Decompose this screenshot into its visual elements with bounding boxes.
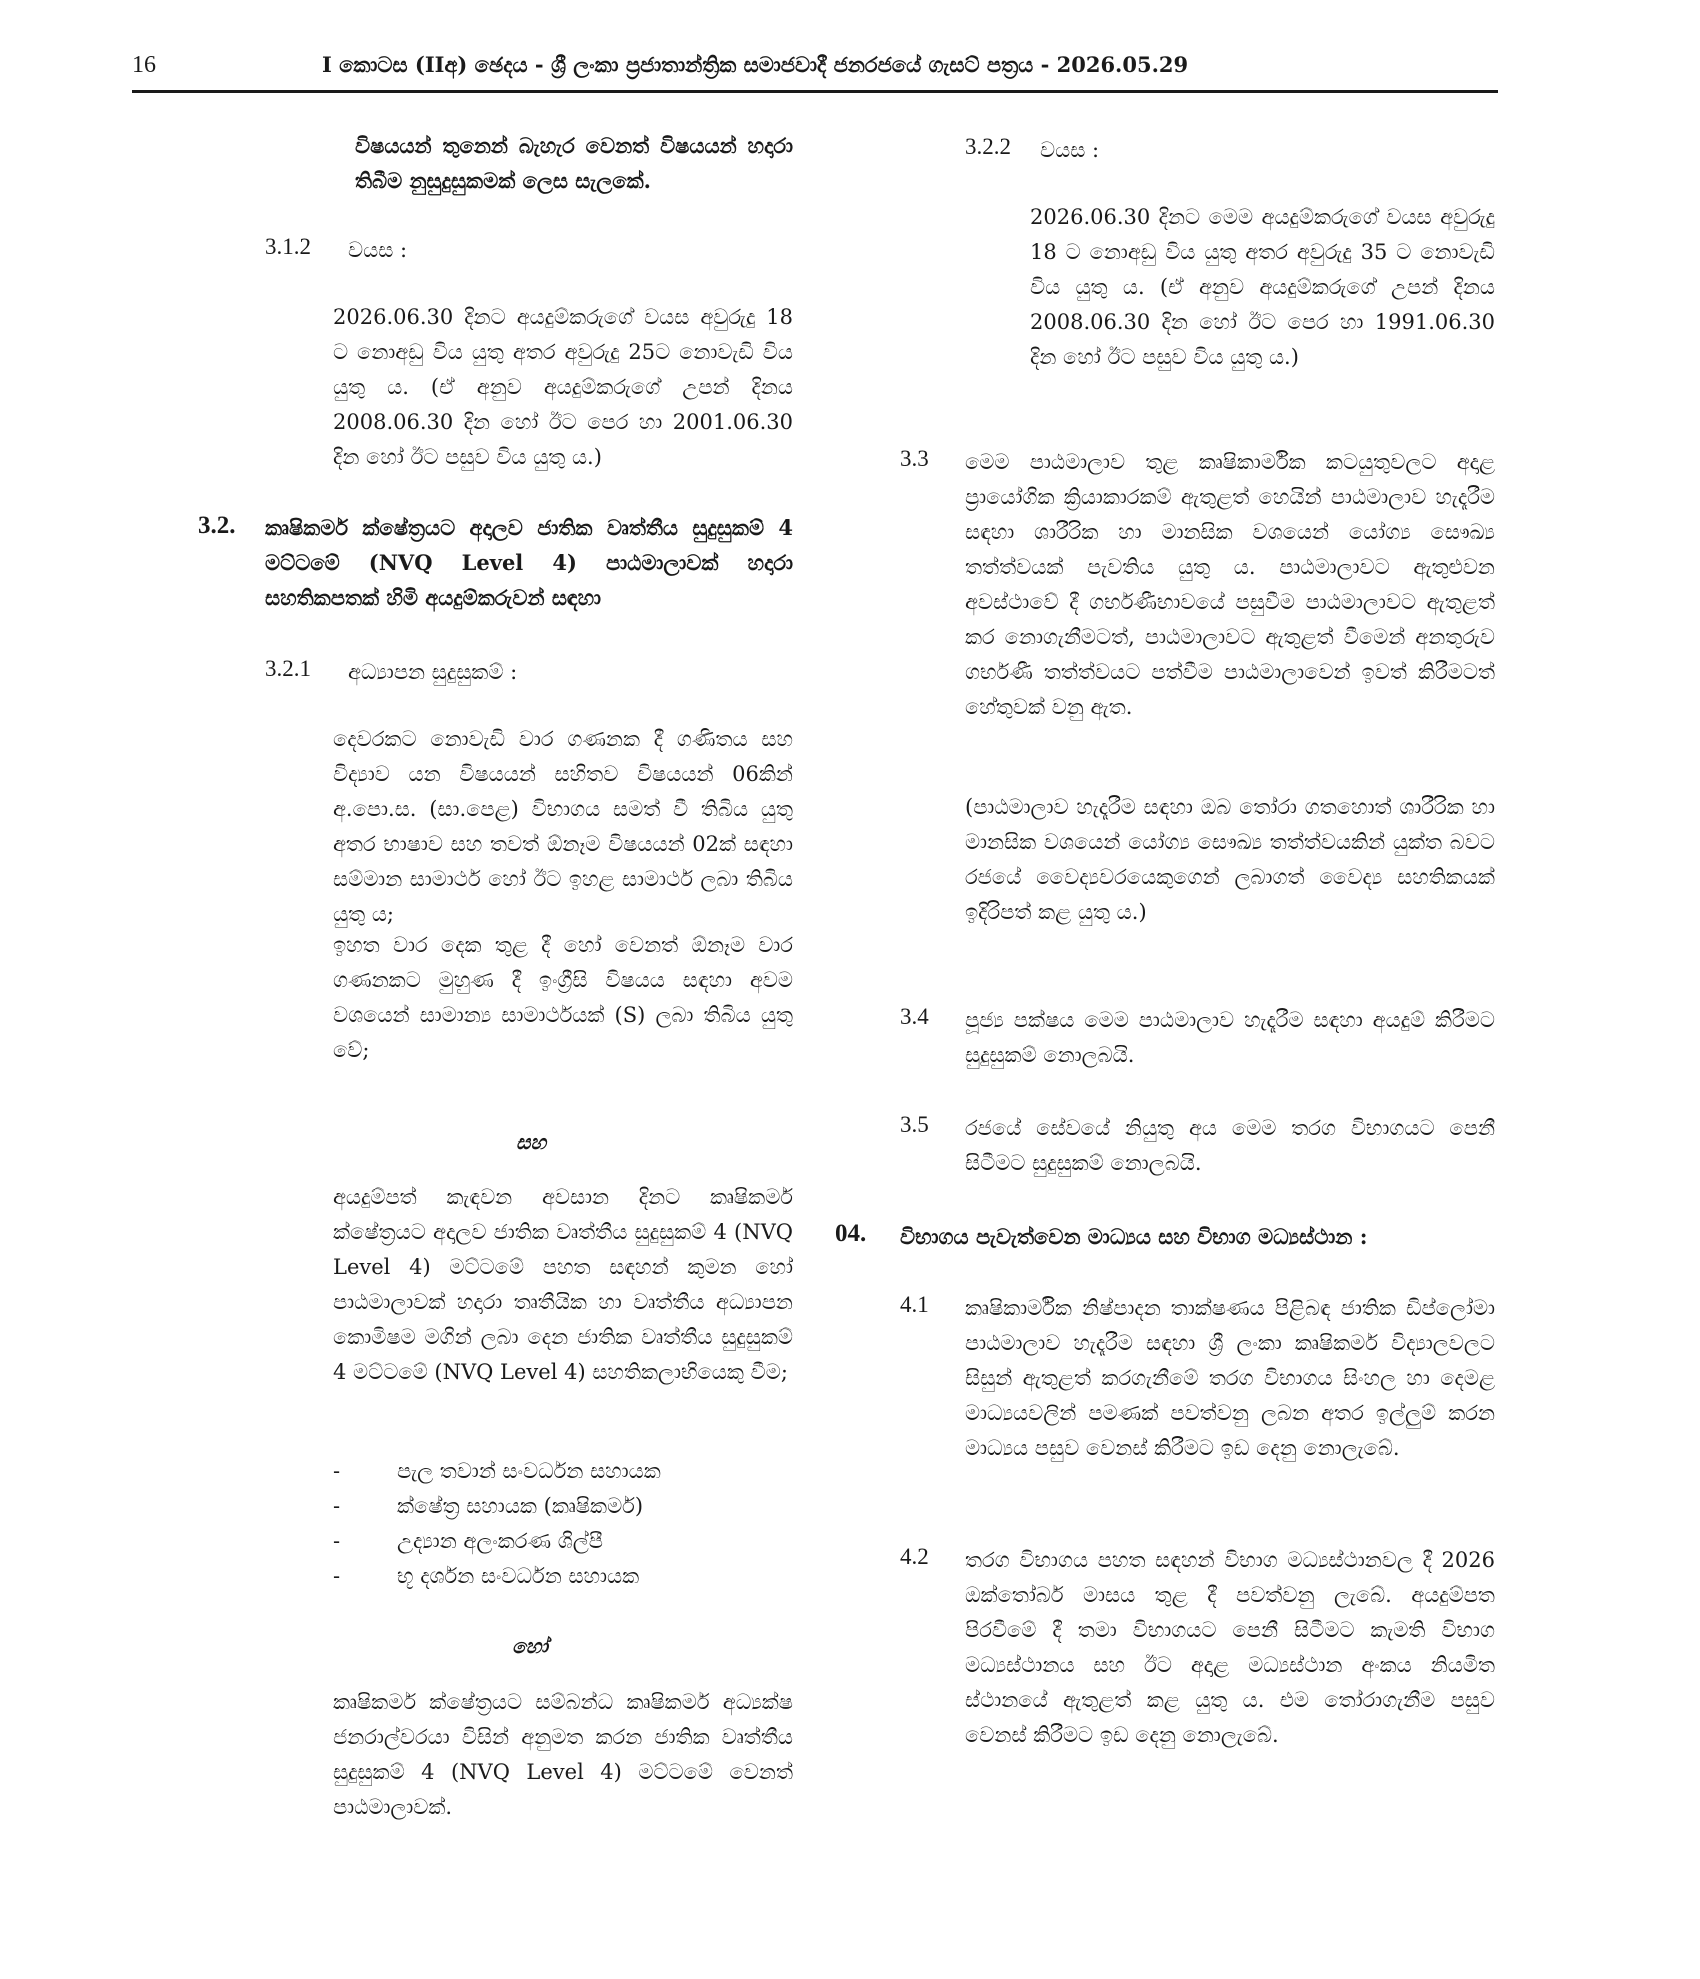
section-3-1-2-number: 3.1.2 [265,234,311,259]
nvq-paragraph: අයදුම්පත් කැඳවන අවසාන දිනට කෘෂිකර්ම ක්ෂේත්‍රයට අදාලව ජාතික වෘත්තීය සුදුසුකම් 4 (NVQ Level 4) මට්ටමේ පහත සඳහන් කුමන හෝ පාඨමාලාවක් හදාරා තෘතීයික හා වෘත්තීය අධ්‍යාපන කොමිෂම මගින් ලබා දෙන ජාතික වෘත්තීය සුදුසුකම් 4 මට්ටමේ (NVQ Level 4) සහතිකලාභියෙකු වීම; [333,1185,793,1384]
other-course-paragraph: කෘෂිකර්ම ක්ෂේත්‍රයට සම්බන්ධ කෘෂිකර්ම අධ්‍යක්ෂ ජනරාල්වරයා විසින් අනුමත කරන ජාතික වෘත්තීය සුදුසුකම් 4 (NVQ Level 4) මට්ටමේ වෙනත් පාඨමාලාවක්. [333,1690,793,1819]
list-item-text: ක්ෂේත්‍ර සහායක (කෘෂිකර්ම) [397,1494,644,1518]
list-dash: - [333,1459,341,1483]
section-3-2-1-title: අධ්‍යාපන සුදුසුකම් : [348,660,518,684]
section-3-2-2-title: වයස : [1040,138,1100,162]
list-item-text: උද්‍යාන අලංකරණ ශිල්පී [397,1529,603,1553]
section-3-3-note: (පාඨමාලාව හැදෑරීම සඳහා ඔබ තෝරා ගතහොත් ශාරීරික හා මානසික වශයෙන් යෝග්‍ය සෞඛ්‍ය තත්ත්වයකින් යුක්ත බවට රජයේ වෛද්‍යවරයෙකුගෙන් ලබාගත් වෛද්‍ය සහතිකයක් ඉදිරිපත් කළ යුතු ය.) [965,795,1495,924]
section-4-2-number: 4.2 [900,1544,929,1569]
section-3-2-number: 3.2. [198,512,236,539]
section-3-3-number: 3.3 [900,446,929,471]
section-3-5-text: රජයේ සේවයේ නියුතු අය මෙම තරග විභාගයට පෙනී සිටීමට සුදුසුකම් නොලබයි. [965,1116,1495,1175]
section-3-2-2-text: 2026.06.30 දිනට මෙම අයදුම්කරුගේ වයස අවුරුදු 18 ට නොඅඩු විය යුතු අතර අවුරුදු 35 ට නොවැඩි විය යුතු ය. (ඒ අනුව අයදුම්කරුගේ උපන් දිනය 2008.06.30 දින හෝ ඊට පෙර හා 1991.06.30 දින හෝ ඊට පසුව විය යුතු ය.) [1030,205,1495,369]
section-3-1-2-title: වයස : [348,238,408,262]
section-4-2-text: තරග විභාගය පහත සඳහන් විභාග මධ්‍යස්ථානවල දී 2026 ඔක්තෝබර් මාසය තුළ දී පවත්වනු ලැබේ. අයදුම්පත පිරවීමේ දී තමා විභාගයට පෙනී සිටීමට කැමති විභාග මධ්‍යස්ථානය සහ ඊට අදාළ මධ්‍යස්ථාන අංකය නියමිත ස්ථානයේ ඇතුළත් කළ යුතු ය. එම තෝරාගැනීම පසුව වෙනස් කිරීමට ඉඩ දෙනු නොලැබේ. [965,1548,1495,1747]
section-3-2-2-number: 3.2.2 [965,134,1011,159]
section-4-1-number: 4.1 [900,1292,929,1317]
list-dash: - [333,1529,341,1553]
section-3-2-title: කෘෂිකර්ම ක්ෂේත්‍රයට අදාලව ජාතික වෘත්තීය සුදුසුකම් 4 මට්ටමේ (NVQ Level 4) පාඨමාලාවක් හදාරා සහතිකපතක් හිමි අයදුම්කරුවන් සඳහා [265,515,793,610]
section-3-1-2-text: 2026.06.30 දිනට අයදුම්කරුගේ වයස අවුරුදු 18 ට නොඅඩු විය යුතු අතර අවුරුදු 25ට නොවැඩි විය යුතු ය. (ඒ අනුව අයදුම්කරුගේ උපන් දිනය 2008.06.30 දින හෝ ඊට පෙර හා 2001.06.30 දින හෝ ඊට පසුව විය යුතු ය.) [333,305,793,469]
page-number: 16 [132,52,156,78]
list-dash: - [333,1494,341,1518]
page-header [132,48,1498,93]
section-3-3-text: මෙම පාඨමාලාව තුළ කෘෂිකාර්මික කටයුතුවලට අදාළ ප්‍රායෝගික ක්‍රියාකාරකම් ඇතුළත් හෙයින් පාඨමාලාව හැදෑරීම සඳහා ශාරීරික හා මානසික වශයෙන් යෝග්‍ය සෞඛ්‍ය තත්ත්වයක් පැවතිය යුතු ය. පාඨමාලාවට ඇතුළුවන අවස්ථාවේ දී ගර්භණීභාවයේ පසුවීම පාඨමාලාවට ඇතුළත් කර නොගැනීමටත්, පාඨමාලාවට ඇතුළත් වීමෙන් අනතුරුව ගර්භණී තත්ත්වයට පත්වීම පාඨමාලාවෙන් ඉවත් කිරීමටත් හේතුවක් වනු ඇත. [965,450,1495,719]
list-item-text: භූ දර්ශන සංවර්ධන සහායක [397,1564,640,1588]
gazette-title: I කොටස (IIඅ) ඡෙදය - ශ්‍රී ලංකා ප්‍රජාතාන්ත්‍රික සමාජවාදී ජනරජයේ ගැසට් පත්‍රය - 2026.05.29 [322,52,1189,77]
or-word: හෝ [512,1634,548,1658]
and-word: සහ [516,1130,547,1154]
section-04-title: විභාගය පැවැත්වෙන මාධ්‍යය සහ විභාග මධ්‍යස්ථාන : [900,1224,1368,1249]
section-3-4-text: පූජ්‍ය පක්ෂය මෙම පාඨමාලාව හැදෑරීම සඳහා අයදුම් කිරීමට සුදුසුකම් නොලබයි. [965,1008,1495,1067]
section-4-1-text: කෘෂිකාර්මික නිෂ්පාදන තාක්ෂණය පිළිබඳ ජාතික ඩිප්ලෝමා පාඨමාලාව හැදෑරීම සඳහා ශ්‍රී ලංකා කෘෂිකර්ම විද්‍යාලවලට සිසුන් ඇතුළත් කරගැනීමේ තරග විභාගය සිංහල හා දෙමළ මාධ්‍යයවලින් පමණක් පවත්වනු ලබන අතර ඉල්ලුම් කරන මාධ්‍යය පසුව වෙනස් කිරීමට ඉඩ දෙනු නොලැබේ. [965,1296,1495,1460]
intro-paragraph: විෂයයන් තුනෙන් බැහැර වෙනත් විෂයයන් හදාරා තිබීම නුසුදුසුකමක් ලෙස සැලකේ. [355,133,793,193]
section-04-number: 04. [835,1220,867,1247]
list-item-text: පැල තවාන් සංවර්ධන සහායක [397,1459,661,1483]
list-dash: - [333,1564,341,1588]
education-paragraph-2: ඉහත වාර දෙක තුළ දී හෝ වෙනත් ඕනෑම වාර ගණනකට මුහුණ දී ඉංග්‍රීසි විෂයය සඳහා අවම වශයෙන් සාමාන්‍ය සාමාර්ථයක් (S) ලබා තිබිය යුතු වේ; [333,933,793,1062]
section-3-2-1-number: 3.2.1 [265,656,311,681]
section-3-5-number: 3.5 [900,1112,929,1137]
section-3-4-number: 3.4 [900,1004,929,1029]
education-paragraph-1: දෙවරකට නොවැඩි වාර ගණනක දී ගණිතය සහ විද්‍යාව යන විෂයයන් සහිතව විෂයයන් 06කින් අ.පො.ස. (සා.පෙළ) විභාගය සමත් වී තිබිය යුතු අතර භාෂාව සහ තවත් ඕනෑම විෂයයන් 02ක් සඳහා සම්මාන සාමාර්ථ හෝ ඊට ඉහළ සාමාර්ථ ලබා තිබිය යුතු ය; [333,727,793,926]
